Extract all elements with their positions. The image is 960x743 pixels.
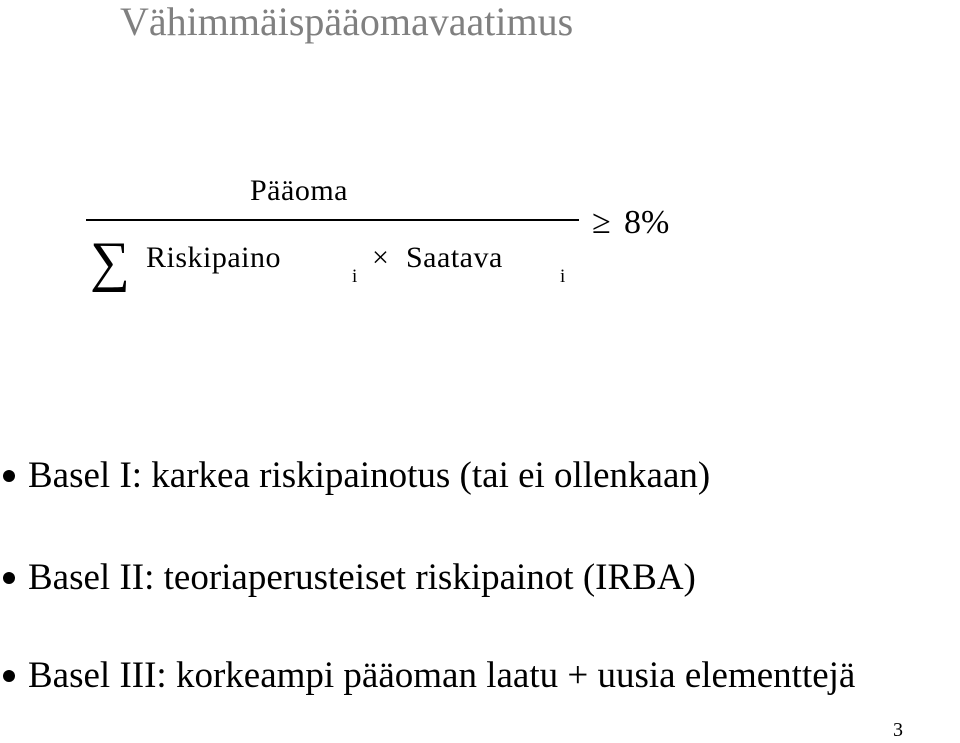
capital-requirement-formula: [0, 0, 960, 320]
fraction-bar: [86, 219, 579, 221]
formula-term-saatava: Saatava: [406, 241, 503, 274]
page-number: 3: [893, 719, 903, 741]
formula-numerator: Pääoma: [250, 174, 348, 207]
geq-symbol: ≥: [592, 204, 611, 241]
formula-term-riskipaino: Riskipaino: [146, 241, 282, 274]
formula-subscript-i-1: i: [352, 266, 358, 287]
slide-title: Vähimmäispääomavaatimus: [120, 0, 574, 44]
bullet-text: Basel II: teoriaperusteiset riskipainot (IRBA): [28, 557, 696, 598]
formula-subscript-i-2: i: [560, 266, 566, 287]
bullet-icon: [3, 470, 15, 482]
bullet-icon: [3, 572, 15, 584]
bullet-icon: [3, 670, 15, 682]
formula-threshold: 8%: [624, 204, 670, 241]
times-symbol: ×: [372, 241, 389, 274]
bullet-text: Basel I: karkea riskipainotus (tai ei ollenkaan): [28, 455, 711, 496]
sigma-symbol: ∑: [90, 231, 130, 293]
bullet-text: Basel III: korkeampi pääoman laatu + uusia elementtejä: [28, 655, 856, 696]
